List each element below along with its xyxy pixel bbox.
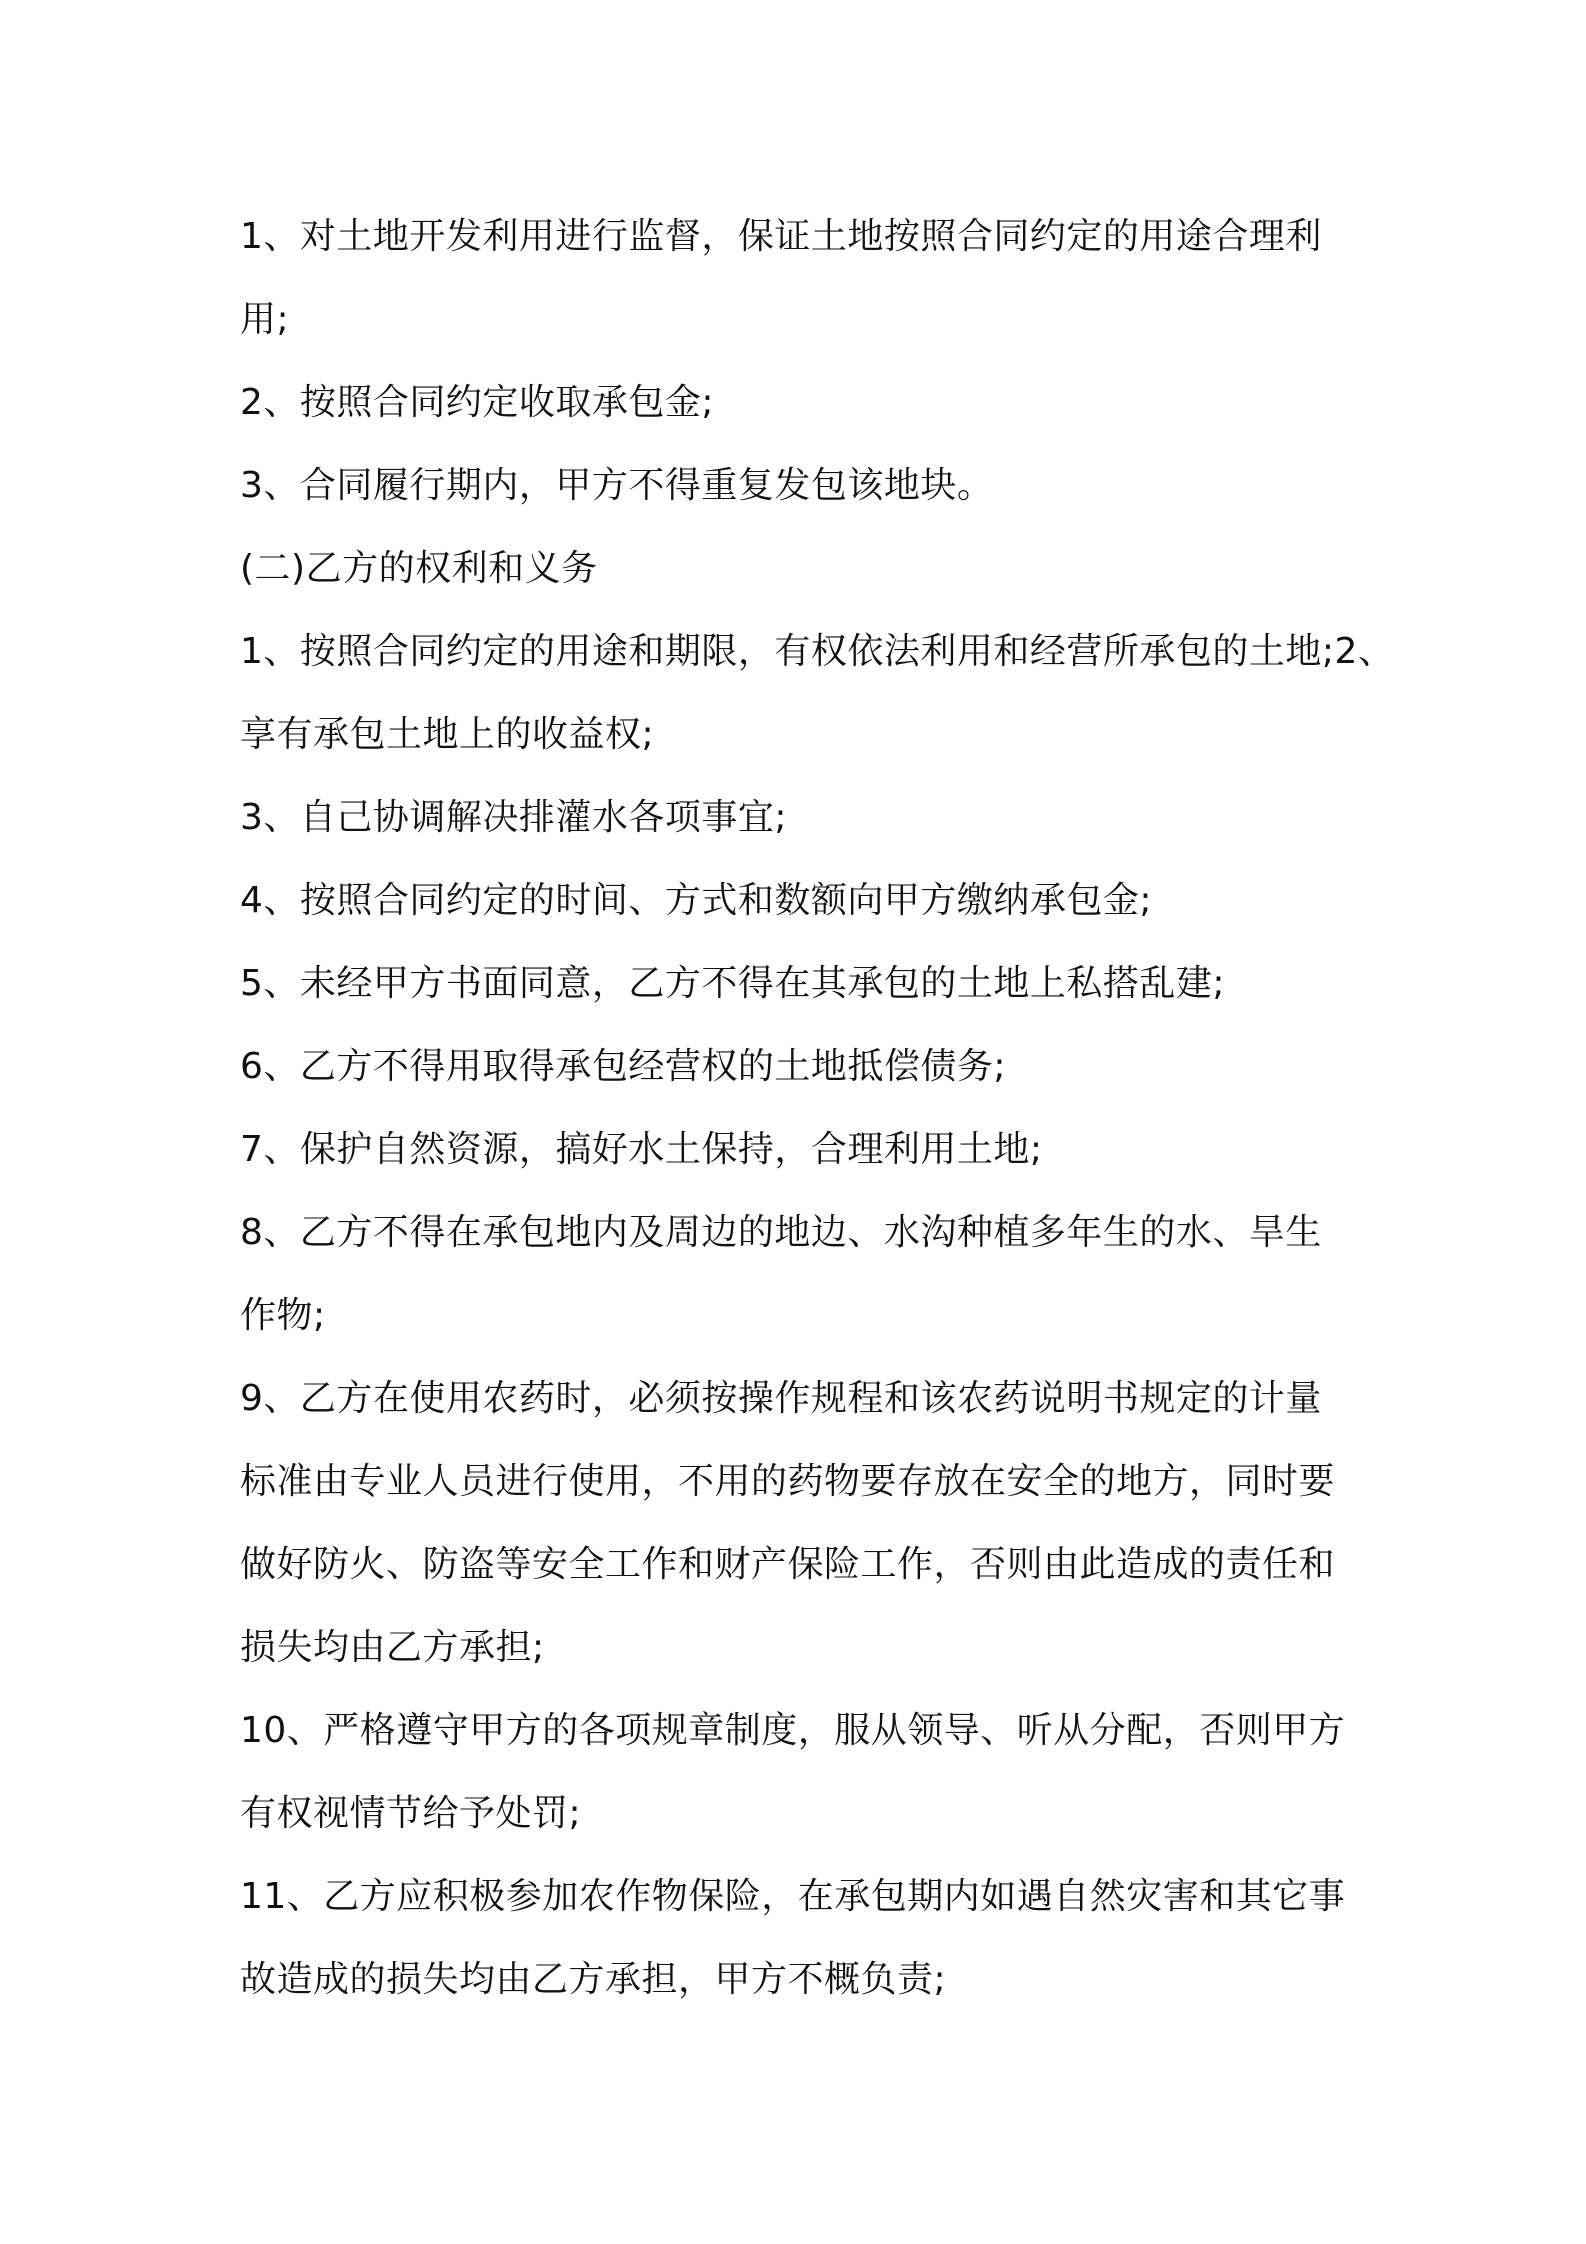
text-line: 1、按照合同约定的用途和期限，有权依法利用和经营所承包的土地;2、 <box>240 631 1395 672</box>
document-body <box>240 195 1395 2021</box>
text-line: 标准由专业人员进行使用，不用的药物要存放在安全的地方，同时要 <box>240 1461 1336 1502</box>
text-line: 11、乙方应积极参加农作物保险，在承包期内如遇自然灾害和其它事 <box>240 1876 1346 1917</box>
text-line: 损失均由乙方承担; <box>240 1627 545 1668</box>
text-line: 用; <box>240 299 290 340</box>
text-line: 10、严格遵守甲方的各项规章制度，服从领导、听从分配，否则甲方 <box>240 1710 1346 1751</box>
text-line: 8、乙方不得在承包地内及周边的地边、水沟种植多年生的水、旱生 <box>240 1212 1322 1253</box>
text-line: 9、乙方在使用农药时，必须按操作规程和该农药说明书规定的计量 <box>240 1378 1322 1419</box>
section-heading: (二)乙方的权利和义务 <box>240 548 598 589</box>
text-line: 有权视情节给予处罚; <box>240 1793 582 1834</box>
text-line: 7、保护自然资源，搞好水土保持，合理利用土地; <box>240 1129 1043 1170</box>
text-line: 6、乙方不得用取得承包经营权的土地抵偿债务; <box>240 1046 1007 1087</box>
text-line: 5、未经甲方书面同意，乙方不得在其承包的土地上私搭乱建; <box>240 963 1226 1004</box>
text-line: 享有承包土地上的收益权; <box>240 714 655 755</box>
text-line: 3、自己协调解决排灌水各项事宜; <box>240 797 788 838</box>
text-line: 2、按照合同约定收取承包金; <box>240 382 715 423</box>
text-line: 3、合同履行期内，甲方不得重复发包该地块。 <box>240 465 994 506</box>
text-line: 做好防火、防盗等安全工作和财产保险工作，否则由此造成的责任和 <box>240 1544 1336 1585</box>
text-line: 1、对土地开发利用进行监督，保证土地按照合同约定的用途合理利 <box>240 216 1322 257</box>
text-line: 故造成的损失均由乙方承担，甲方不概负责; <box>240 1959 947 2000</box>
text-line: 作物; <box>240 1295 326 1336</box>
text-line: 4、按照合同约定的时间、方式和数额向甲方缴纳承包金; <box>240 880 1153 921</box>
